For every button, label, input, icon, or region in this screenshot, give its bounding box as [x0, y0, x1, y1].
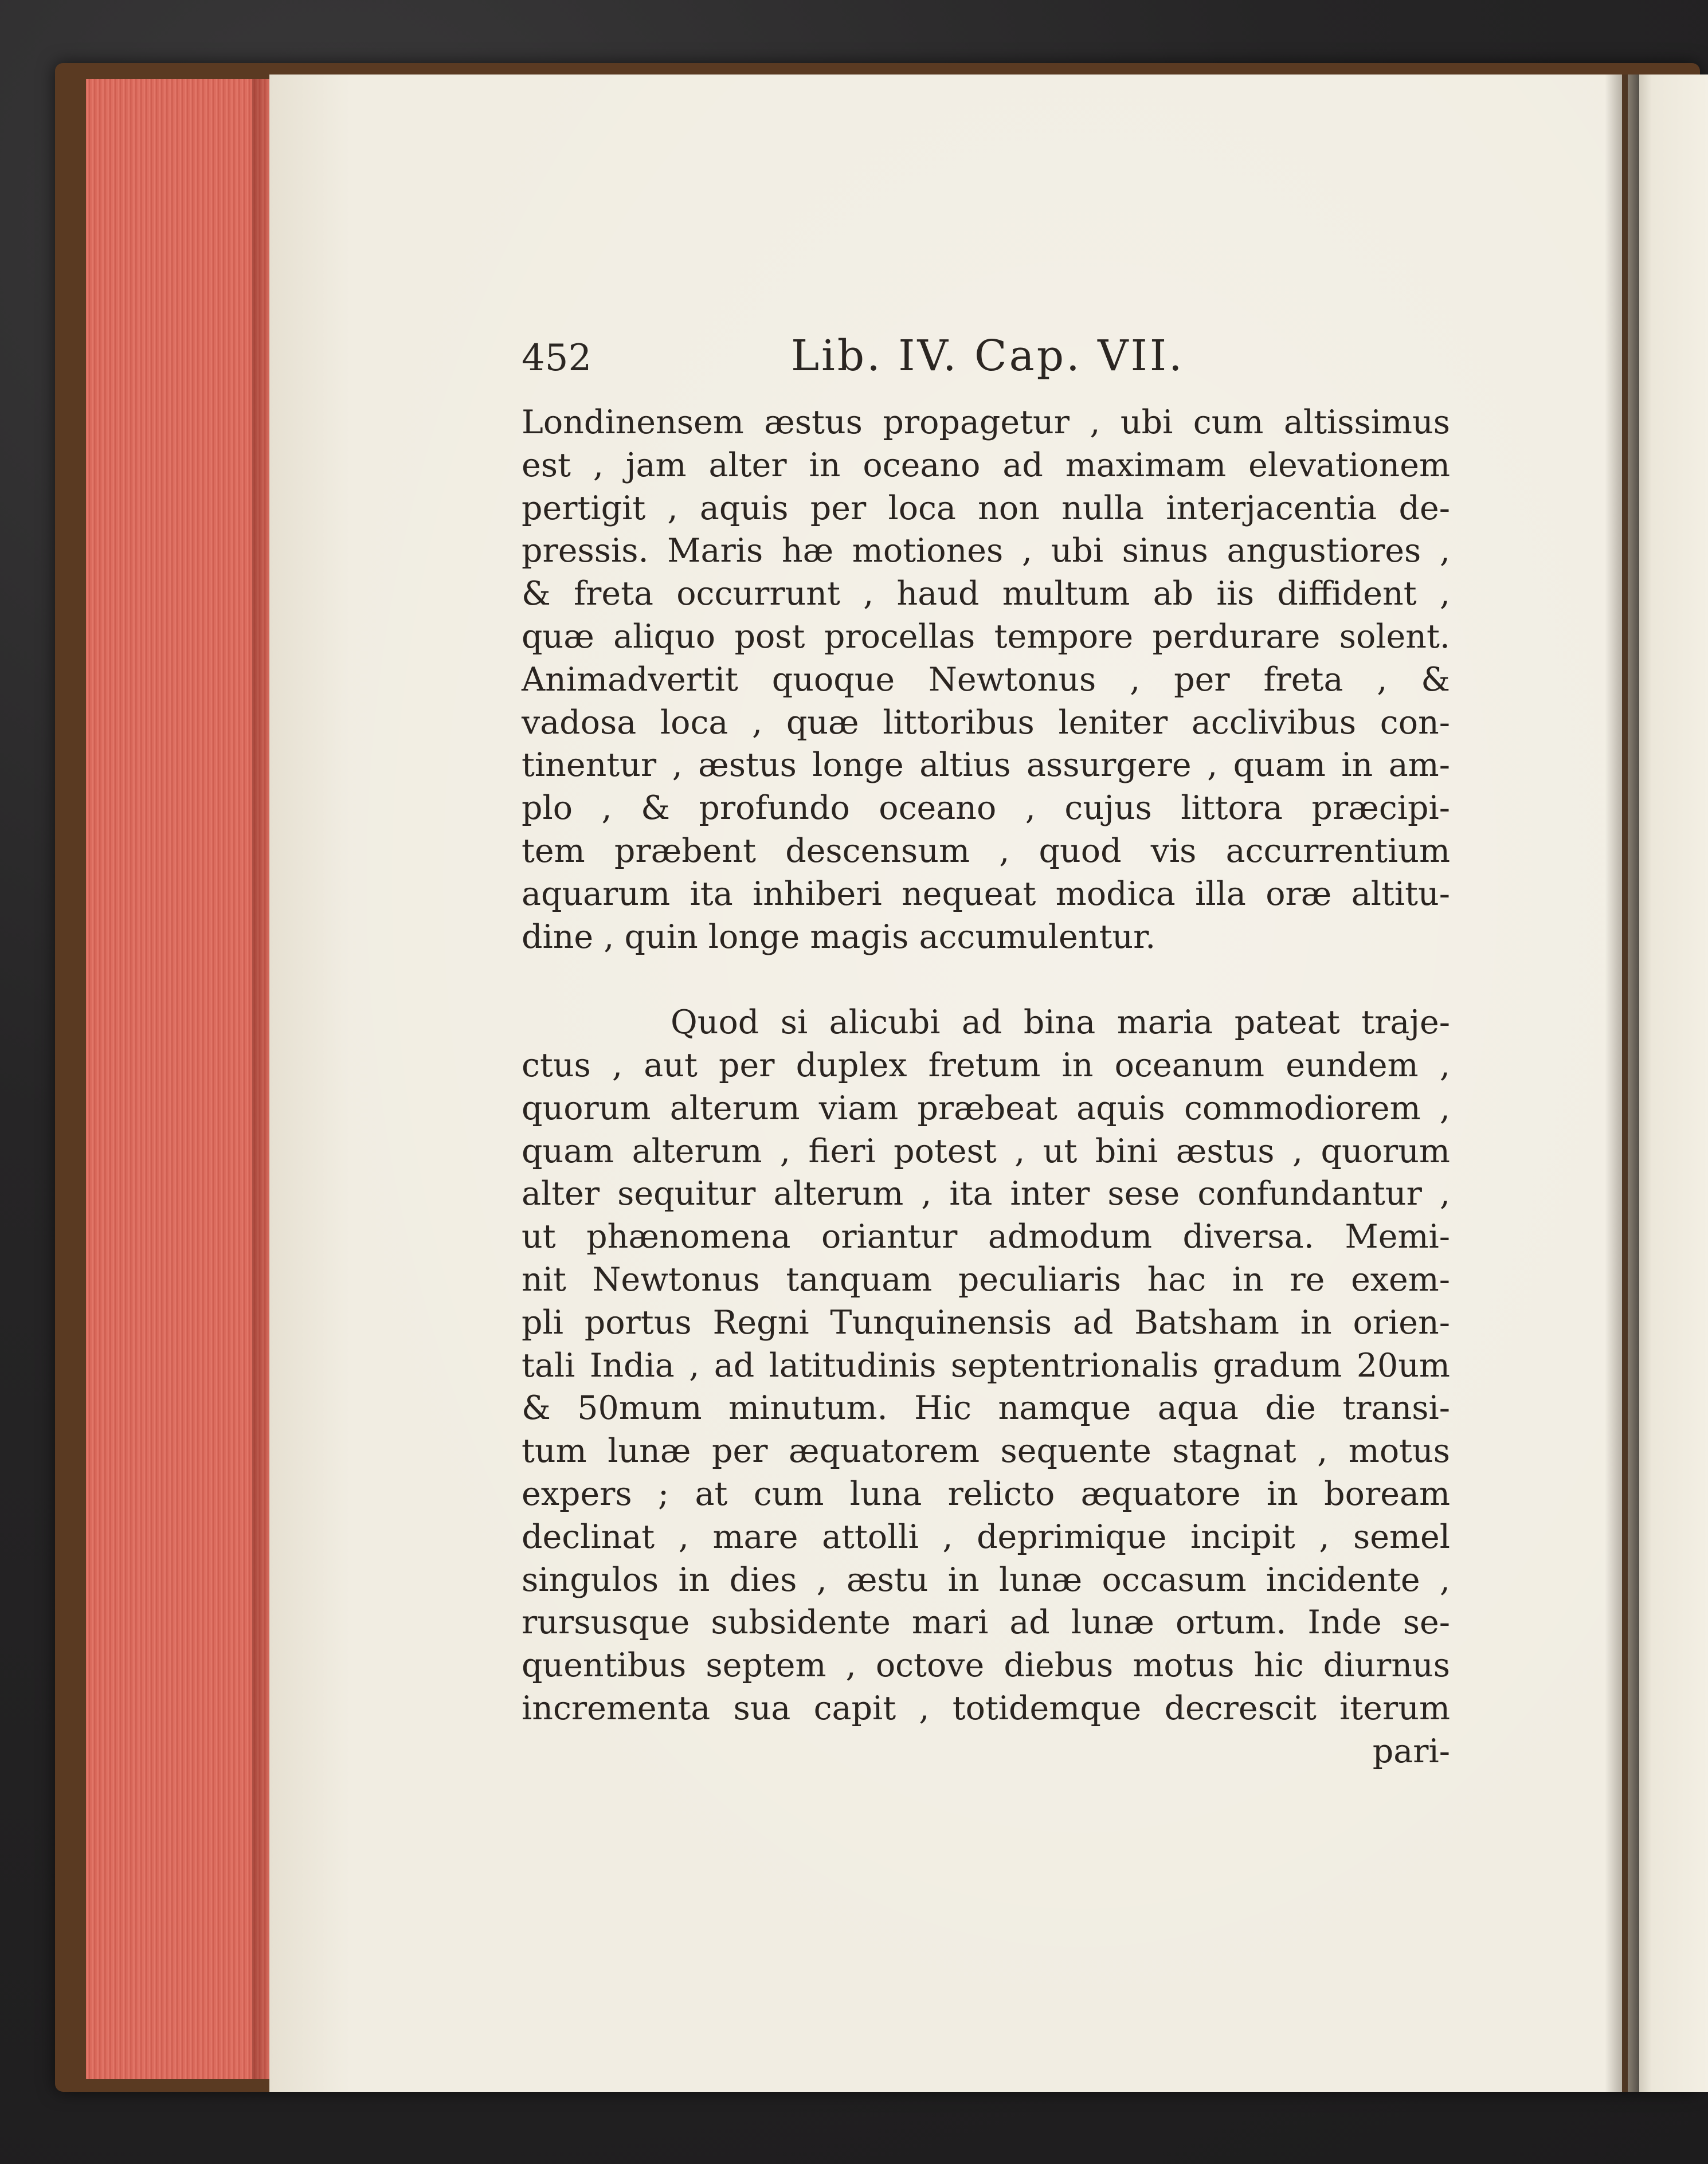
text-line: rursusque subsidente mari ad lunæ ortum. Inde se-: [522, 1604, 1450, 1642]
text-line: dine , quin longe magis accumulentur.: [522, 918, 1156, 956]
text-line: tum lunæ per æquatorem sequente stagnat , motus: [522, 1432, 1450, 1471]
paragraph-2: [522, 1001, 1450, 1730]
text-line: expers ; at cum luna relicto æquatore in boream: [522, 1475, 1450, 1513]
text-line: incrementa sua capit , totidemque decrescit iterum: [522, 1689, 1450, 1727]
text-line: alter sequitur alterum , ita inter sese confundantur ,: [522, 1175, 1450, 1213]
text-line: plo , & profundo oceano , cujus littora præcipi-: [522, 789, 1450, 828]
text-line: Quod si alicubi ad bina maria pateat traje-: [671, 1003, 1450, 1042]
text-line: pertigit , aquis per loca non nulla interjacentia de-: [522, 489, 1450, 527]
facing-page: [1628, 75, 1708, 2092]
text-line: & freta occurrunt , haud multum ab iis diffident ,: [522, 575, 1450, 613]
text-line: quam alterum , fieri potest , ut bini æstus , quorum: [522, 1132, 1450, 1170]
text-line: nit Newtonus tanquam peculiaris hac in re exem-: [522, 1260, 1450, 1299]
chapter-header: Lib. IV. Cap. VII.: [791, 331, 1185, 381]
text-line: quentibus septem , octove diebus motus hic diurnus: [522, 1646, 1450, 1685]
red-page-edges: [86, 79, 269, 2079]
text-line: pressis. Maris hæ motiones , ubi sinus angustiores ,: [522, 532, 1450, 570]
text-line: tinentur , æstus longe altius assurgere , quam in am-: [522, 746, 1450, 785]
text-line: tem præbent descensum , quod vis accurrentium: [522, 832, 1450, 870]
paragraph-1: [522, 401, 1450, 958]
text-line: quæ aliquo post procellas tempore perdurare solent.: [522, 617, 1450, 656]
text-line: Animadvertit quoque Newtonus , per freta , &: [522, 660, 1450, 699]
catchword: pari-: [1372, 1732, 1450, 1770]
text-line: tali India , ad latitudinis septentrionalis gradum 20um: [522, 1346, 1450, 1385]
page-number: 452: [522, 337, 592, 379]
text-line: declinat , mare attolli , deprimique incipit , semel: [522, 1518, 1450, 1556]
text-line: quorum alterum viam præbeat aquis commodiorem ,: [522, 1089, 1450, 1127]
text-line: aquarum ita inhiberi nequeat modica illa oræ altitu-: [522, 875, 1450, 913]
book-gutter: [1605, 75, 1639, 2092]
text-line: est , jam alter in oceano ad maximam elevationem: [522, 446, 1450, 484]
text-line: singulos in dies , æstu in lunæ occasum incidente ,: [522, 1561, 1450, 1599]
text-line: Londinensem æstus propagetur , ubi cum altissimus: [522, 403, 1450, 441]
paragraph-gap: [522, 958, 1450, 1001]
body-text: [522, 401, 1450, 1773]
running-header: [522, 331, 1198, 383]
text-line: pli portus Regni Tunquinensis ad Batsham in orien-: [522, 1303, 1450, 1342]
text-line: & 50mum minutum. Hic namque aqua die transi-: [522, 1389, 1450, 1428]
text-line: ut phænomena oriantur admodum diversa. Memi-: [522, 1218, 1450, 1256]
text-line: ctus , aut per duplex fretum in oceanum eundem ,: [522, 1046, 1450, 1084]
text-line: vadosa loca , quæ littoribus leniter acclivibus con-: [522, 703, 1450, 742]
